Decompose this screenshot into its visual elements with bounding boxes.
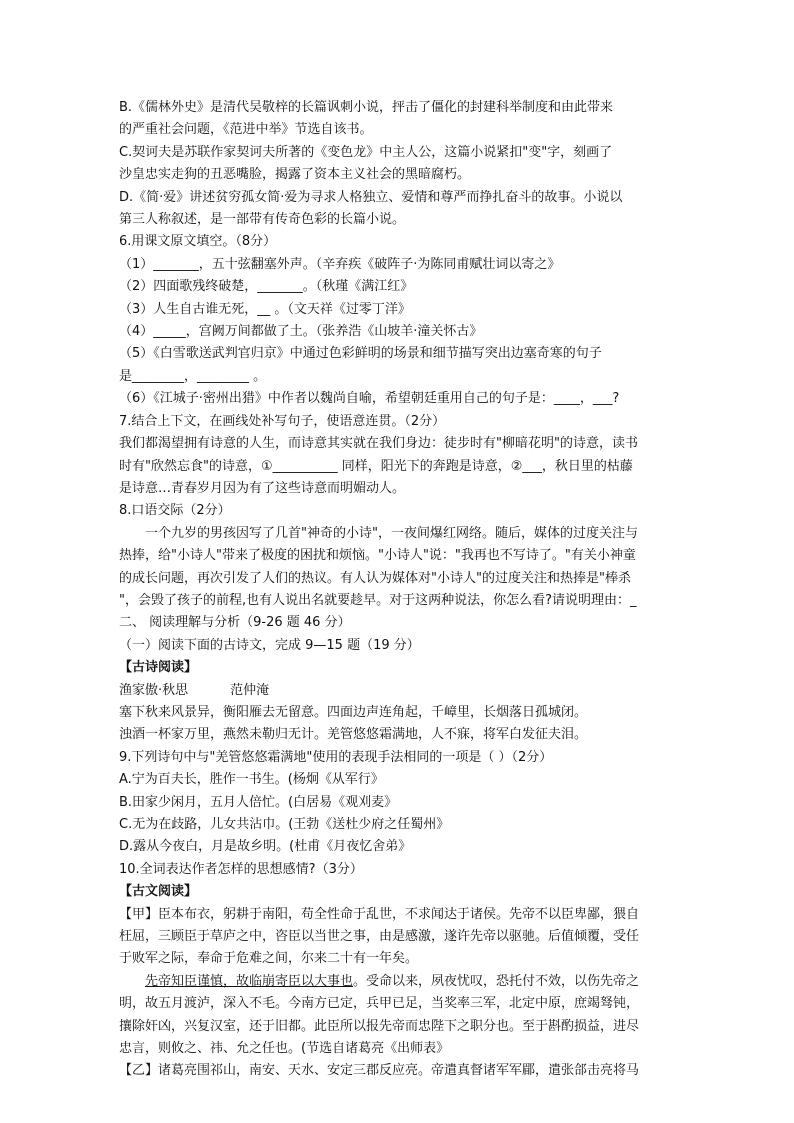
question-6-item: （5）《白雪歌送武判官归京》中通过色彩鲜明的场景和细节描写突出边塞奇寒的句子: [119, 346, 602, 362]
section-subheading: （一）阅读下面的古诗文，完成 9—15 题（19 分）: [119, 637, 420, 653]
text-line: 枉屈，三顾臣于草庐之中，咨臣以当世之事，由是感激，遂许先帝以驱驰。后值倾覆，受任: [119, 929, 640, 945]
text-line: [119, 971, 679, 993]
poem-line: 塞下秋来风景异，衡阳雁去无留意。四面边声连角起，千嶂里，长烟落日孤城闭。: [119, 704, 588, 720]
exam-page: [119, 97, 679, 1083]
underlined-sentence: 先帝知臣谨慎，故临崩寄臣以大事也: [145, 973, 354, 989]
poem-author: 范仲淹: [230, 682, 270, 698]
text-line: 忠言，则攸之、祎、允之任也。(节选自诸葛亮《出师表》: [119, 1041, 450, 1057]
question-7-title: 7.结合上下文，在画线处补写句子，使语意连贯。（2分）: [119, 413, 446, 429]
classical-heading: 【古文阅读】: [119, 884, 198, 900]
poem-line: 浊酒一杯家万里，燕然未勒归无计。羌管悠悠霜满地，人不寐，将军白发征夫泪。: [119, 727, 588, 743]
text-line: 【乙】诸葛亮围祁山，南安、天水、安定三郡反应亮。帝遣真督诸军军郿，遣张郃击亮将马: [119, 1063, 640, 1079]
option-b: B.田家少闲月，五月人倍忙。(白居易《观刈麦》: [119, 794, 398, 810]
poem-heading: 【古诗阅读】: [119, 660, 198, 676]
text-line: 一个九岁的男孩因写了几首"神奇的小诗"，一夜间爆红网络。随后，媒体的过度关注与: [145, 525, 638, 541]
poem-title: 渔家傲·秋思: [119, 682, 189, 698]
text-line: C.契诃夫是苏联作家契诃夫所著的《变色龙》中主人公，这篇小说紧扣"变"字，刻画了: [119, 144, 613, 160]
text-line: B.《儒林外史》是清代吴敬梓的长篇讽刺小说，抨击了僵化的封建科举制度和由此带来: [119, 100, 614, 115]
text-line: 第三人称叙述，是一部带有传奇色彩的长篇小说。: [119, 212, 406, 228]
question-6-item: （6）《江城子·密州出猎》中作者以魏尚自喻，希望朝廷重用自己的句子是：____，___?: [119, 391, 620, 407]
question-8-title: 8.口语交际（2分）: [119, 503, 231, 519]
question-6-title: 6.用课文原文填空。（8分）: [119, 234, 277, 250]
text-line: 沙皇忠实走狗的丑恶嘴脸，揭露了资本主义社会的黑暗腐朽。: [119, 167, 471, 183]
question-6-item: 是________，________ 。: [119, 368, 267, 384]
section-heading: 二、 阅读理解与分析（9-26 题 46 分）: [119, 615, 351, 631]
text-line: 明，故五月渡泸，深入不毛。今南方已定，兵甲已足，当奖率三军，北定中原，庶竭驽钝，: [119, 996, 640, 1012]
text-line: 是诗意…青春岁月因为有了这些诗意而明媚动人。: [119, 480, 406, 496]
text-line: 热捧，给"小诗人"带来了极度的困扰和烦恼。"小诗人"说："我再也不写诗了。"有关小神童: [119, 548, 636, 564]
text-line: 【甲】臣本布衣，躬耕于南阳，苟全性命于乱世，不求闻达于诸侯。先帝不以臣卑鄙，猥自: [119, 906, 640, 922]
text-line: 于败军之际，奉命于危难之间，尔来二十有一年矣。: [119, 951, 419, 967]
question-9-stem: 9.下列诗句中与"羌管悠悠霜满地"使用的表现手法相同的一项是（ ）（2分）: [119, 749, 553, 765]
option-c: C.无为在歧路，儿女共沾巾。(王勃《送杜少府之任蜀州》: [119, 817, 450, 832]
option-a: A.宁为百夫长，胜作一书生。(杨炯《从军行》: [119, 772, 384, 788]
text-line: 我们都渴望拥有诗意的人生，而诗意其实就在我们身边：徒步时有"柳暗花明"的诗意，读书: [119, 436, 638, 452]
option-d: D.露从今夜白，月是故乡明。(杜甫《月夜忆舍弟》: [119, 839, 412, 855]
question-6-item: （3）人生自古谁无死，__ 。（文天祥《过零丁洋》: [119, 301, 411, 317]
question-6-item: （2）四面歌残终破楚，_______。（秋瑾《满江红》: [119, 279, 414, 295]
text-line: 时有"欣然忘食"的诗意，①__________ 同样，阳光下的奔跑是诗意，②___，秋日里的枯藤: [119, 458, 633, 474]
text-segment: 。受命以来，夙夜忧叹，恐托付不效，以伤先帝之: [353, 973, 640, 989]
poem-title-line: [119, 680, 679, 702]
text-line: "，会毁了孩子的前程,也有人说出名就要趁早。对于这两种说法，你怎么看?请说明理由：_: [119, 592, 637, 608]
question-6-item: （1）_______，五十弦翻塞外声。（辛弃疾《破阵子·为陈同甫赋壮词以寄之》: [119, 256, 561, 272]
text-line: D.《简·爱》讲述贫穷孤女简·爱为寻求人格独立、爱情和尊严而挣扎奋斗的故事。小说以: [119, 189, 623, 205]
question-6-item: （4）_____，宫阙万间都做了土。（张养浩《山坡羊·潼关怀古》: [119, 324, 483, 340]
text-line: 的成长问题，再次引发了人们的热议。有人认为媒体对"小诗人"的过度关注和热捧是"棒杀: [119, 570, 631, 586]
text-line: 攘除奸凶，兴复汉室，还于旧都。此臣所以报先帝而忠陛下之职分也。至于斟酌损益，进尽: [119, 1018, 640, 1034]
text-line: 的严重社会问题，《范进中举》节选自该书。: [119, 122, 373, 138]
question-10: 10.全词表达作者怎样的思想感情?（3分）: [119, 861, 363, 877]
